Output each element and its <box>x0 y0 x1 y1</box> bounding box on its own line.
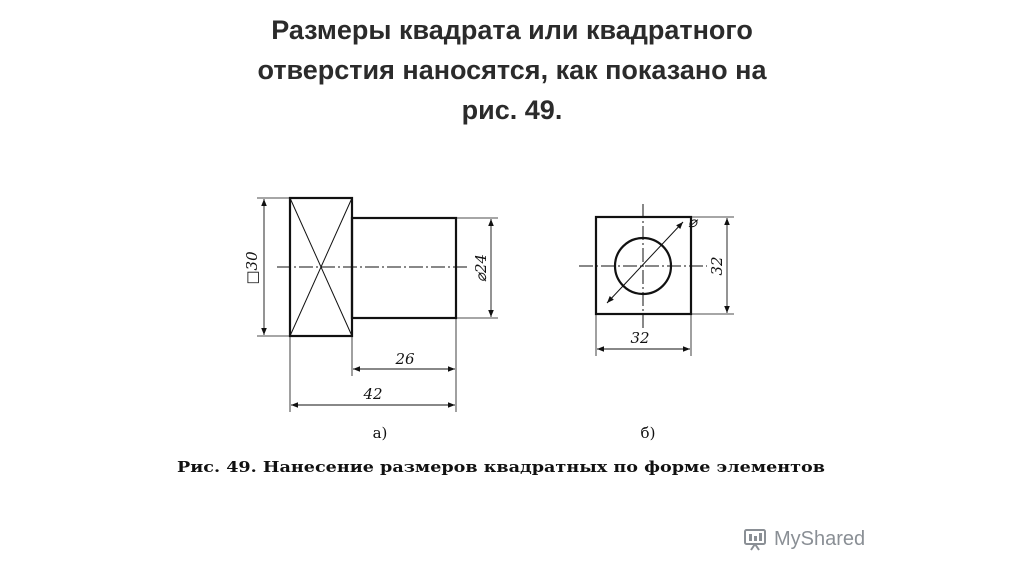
dim-square-30: □30 <box>243 251 261 285</box>
watermark-text: MyShared <box>774 527 866 550</box>
cylindrical-shaft <box>352 218 456 318</box>
diameter-symbol: ⌀ <box>688 213 698 231</box>
presentation-board-icon <box>742 527 770 551</box>
title-line-1: Размеры квадрата или квадратного <box>271 15 753 45</box>
figure-a <box>257 198 498 412</box>
dim-height-32: 32 <box>708 256 726 276</box>
figure-caption: Рис. 49. Нанесение размеров квадратных по форме элементов <box>177 458 825 476</box>
figure-a-label: а) <box>372 424 388 442</box>
figure-b <box>579 204 734 356</box>
title-line-3: рис. 49. <box>461 95 563 125</box>
dim-length-42: 42 <box>363 385 383 403</box>
myshared-watermark <box>742 527 865 551</box>
figure-b-label: б) <box>640 424 656 442</box>
dim-length-26: 26 <box>395 350 415 368</box>
title-line-2: отверстия наносятся, как показано на <box>257 55 767 85</box>
dim-width-32: 32 <box>630 329 650 347</box>
dim-diameter-24: ⌀24 <box>472 253 490 283</box>
